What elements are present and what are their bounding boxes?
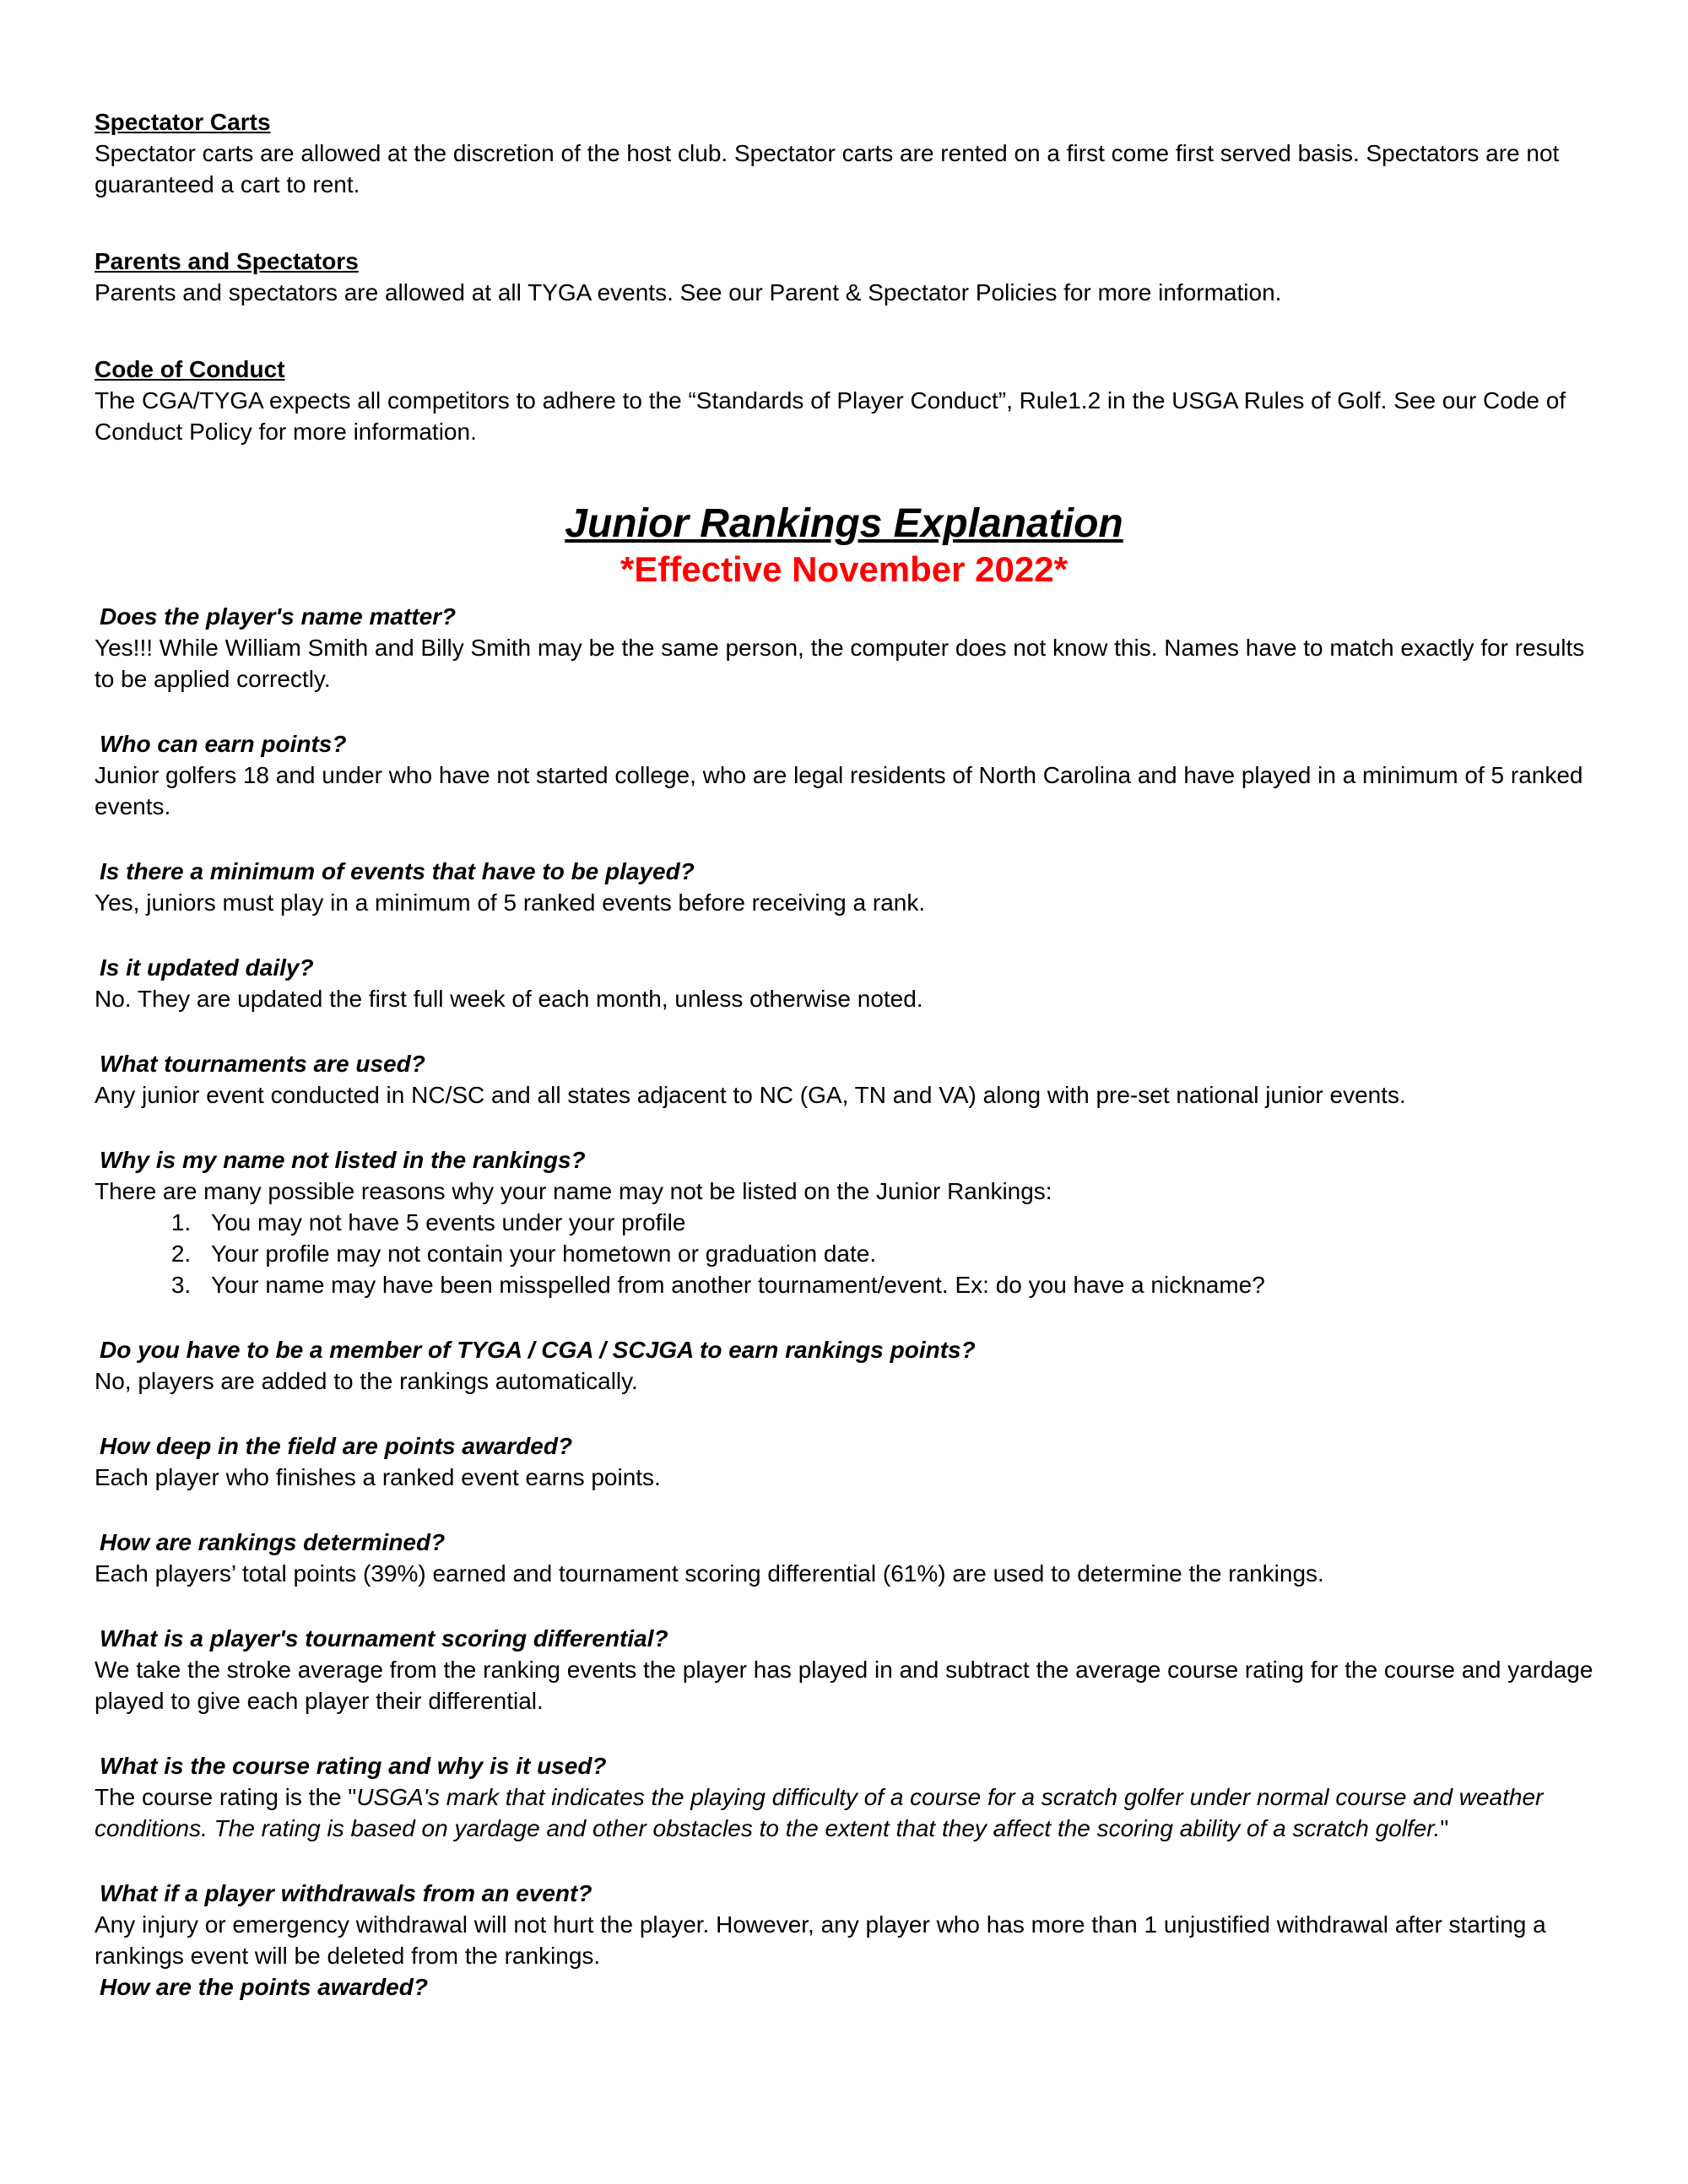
faq-question: How are the points awarded? — [100, 1974, 428, 2000]
faq-answer: Any injury or emergency withdrawal will not hurt the player. However, any player who has more than 1 unjustified withdrawal after starting a rankings event will be deleted from the rankings. — [95, 1911, 1546, 1969]
faq-answer: No, players are added to the rankings automatically. — [95, 1368, 638, 1394]
faq-answer: Junior golfers 18 and under who have not started college, who are legal residents of North Carolina and have played in a minimum of 5 ranked events. — [95, 762, 1583, 819]
policy-section — [95, 354, 1593, 447]
faq-question: Why is my name not listed in the rankings? — [100, 1147, 586, 1173]
answer-plain-text: The course rating is the " — [95, 1784, 357, 1810]
faq-item — [95, 1971, 1593, 2003]
policy-heading: Spectator Carts — [95, 109, 271, 135]
faq-item — [95, 1878, 1593, 1971]
faq-answer: There are many possible reasons why your name may not be listed on the Junior Rankings: — [95, 1178, 1052, 1204]
faq-item — [95, 1430, 1593, 1493]
policy-heading: Code of Conduct — [95, 356, 285, 382]
faq-item — [95, 1144, 1593, 1300]
answer-plain-text: " — [1440, 1815, 1449, 1841]
faq-question: Who can earn points? — [100, 731, 347, 757]
policy-body: Spectator carts are allowed at the discretion of the host club. Spectator carts are rented on a first come first served basis. Spectators are not guaranteed a cart to rent. — [95, 140, 1560, 197]
faq-list-item: 2. Your profile may not contain your hometown or graduation date. — [197, 1238, 1593, 1269]
policy-sections — [95, 106, 1593, 447]
faq-answer: Yes, juniors must play in a minimum of 5 ranked events before receiving a rank. — [95, 889, 926, 916]
faq-answer: Yes!!! While William Smith and Billy Smith may be the same person, the computer does not know this. Names have to match exactly for results to be applied correctly. — [95, 635, 1585, 692]
page-title: Junior Rankings Explanation — [565, 501, 1123, 546]
faq-question: What if a player withdrawals from an event? — [100, 1880, 592, 1906]
faq-item — [95, 952, 1593, 1014]
faq-item — [95, 601, 1593, 695]
policy-section — [95, 106, 1593, 200]
faq-numbered-list — [95, 1207, 1593, 1300]
faq-item — [95, 856, 1593, 918]
faq-item — [95, 1750, 1593, 1844]
faq-question: What is the course rating and why is it used? — [100, 1753, 607, 1779]
answer-quote-text: USGA's mark that indicates the playing difficulty of a course for a scratch golfer under normal course and weather conditions. The rating is based on yardage and other obstacles to the extent that they affect the scoring ability of a scratch golfer. — [95, 1784, 1544, 1841]
faq-question: Do you have to be a member of TYGA / CGA / SCJGA to earn rankings points? — [100, 1337, 976, 1363]
faq-question: Is there a minimum of events that have to be played? — [100, 858, 695, 884]
faq-answer: Each players’ total points (39%) earned and tournament scoring differential (61%) are used to determine the rankings. — [95, 1560, 1324, 1587]
faq-answer: Each player who finishes a ranked event earns points. — [95, 1464, 661, 1490]
faq-question: How deep in the field are points awarded? — [100, 1433, 573, 1459]
faq-item — [95, 728, 1593, 822]
faq-question: What tournaments are used? — [100, 1051, 425, 1077]
faq-question: What is a player's tournament scoring differential? — [100, 1625, 668, 1652]
faq-section — [95, 601, 1593, 2003]
faq-answer: Any junior event conducted in NC/SC and all states adjacent to NC (GA, TN and VA) along with pre-set national junior events. — [95, 1082, 1406, 1108]
faq-item — [95, 1048, 1593, 1111]
faq-list-item: 1. You may not have 5 events under your profile — [197, 1207, 1593, 1238]
faq-item — [95, 1527, 1593, 1589]
policy-body: The CGA/TYGA expects all competitors to adhere to the “Standards of Player Conduct”, Rule1.2 in the USGA Rules of Golf. See our Code of Conduct Policy for more information. — [95, 387, 1566, 445]
faq-question: Is it updated daily? — [100, 954, 314, 981]
page-subtitle: *Effective November 2022* — [620, 549, 1068, 589]
faq-list-item: 3. Your name may have been misspelled from another tournament/event. Ex: do you have a nickname? — [197, 1269, 1593, 1300]
faq-answer — [95, 1781, 1593, 1844]
faq-item — [95, 1623, 1593, 1716]
faq-question: Does the player's name matter? — [100, 603, 457, 630]
policy-section — [95, 246, 1593, 308]
faq-answer: We take the stroke average from the ranking events the player has played in and subtract the average course rating for the course and yardage played to give each player their differential. — [95, 1657, 1593, 1714]
faq-item — [95, 1334, 1593, 1397]
policy-heading: Parents and Spectators — [95, 248, 359, 274]
faq-question: How are rankings determined? — [100, 1529, 446, 1555]
policy-body: Parents and spectators are allowed at all TYGA events. See our Parent & Spectator Policies for more information. — [95, 279, 1282, 305]
faq-answer: No. They are updated the first full week of each month, unless otherwise noted. — [95, 986, 923, 1012]
